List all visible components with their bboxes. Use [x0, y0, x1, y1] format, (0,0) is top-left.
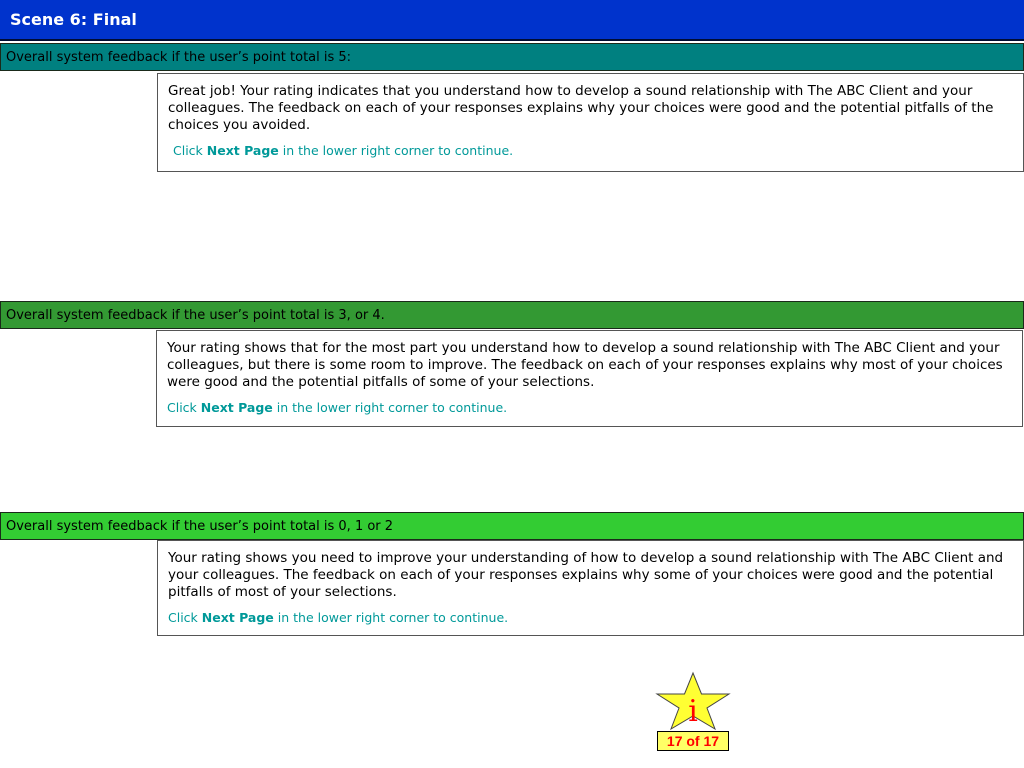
feedback-box-score-0-2 [157, 540, 1024, 636]
continue-instruction [167, 399, 1012, 416]
star-info-icon[interactable] [655, 671, 731, 731]
cta-prefix: Click [167, 400, 201, 415]
section-header-score-0-2 [0, 512, 1024, 540]
feedback-text: Your rating shows you need to improve your understanding of how to develop a sound relationship with The ABC Client and your colleagues. The feedback on each of your responses explains why some of your choices were good and the potential pitfalls of most of your selections. [168, 550, 1004, 600]
continue-instruction [168, 609, 1013, 626]
page-counter-label: 17 of 17 [666, 733, 720, 749]
feedback-box-score-5 [157, 73, 1024, 172]
section-header-label: Overall system feedback if the user’s point total is 3, or 4. [6, 307, 385, 323]
info-glyph: i [688, 694, 698, 729]
page-title: Scene 6: Final [10, 10, 137, 29]
cta-suffix: in the lower right corner to continue. [278, 143, 514, 158]
feedback-text: Great job! Your rating indicates that you understand how to develop a sound relationship with The ABC Client and your colleagues. The feedback on each of your responses explains why your choices were good and the potential pitfalls of the choices you avoided. [168, 83, 994, 133]
cta-suffix: in the lower right corner to continue. [272, 400, 508, 415]
cta-suffix: in the lower right corner to continue. [273, 610, 509, 625]
section-header-score-3-4 [0, 301, 1024, 329]
next-page-link[interactable]: Next Page [206, 143, 279, 158]
next-page-link[interactable]: Next Page [201, 610, 274, 625]
section-header-label: Overall system feedback if the user’s point total is 5: [6, 49, 352, 65]
continue-instruction [168, 142, 1013, 159]
feedback-box-score-3-4 [156, 330, 1023, 427]
info-star-button[interactable] [655, 671, 731, 731]
section-header-score-5 [0, 43, 1024, 71]
cta-prefix: Click [168, 610, 202, 625]
next-page-link[interactable]: Next Page [200, 400, 273, 415]
page-counter [657, 731, 729, 751]
section-header-label: Overall system feedback if the user’s point total is 0, 1 or 2 [6, 518, 394, 534]
cta-prefix: Click [173, 143, 207, 158]
title-bar [0, 0, 1024, 41]
feedback-text: Your rating shows that for the most part you understand how to develop a sound relationship with The ABC Client and your colleagues, but there is some room to improve. The feedback on each of your responses explains why most of your choices were good and the potential pitfalls of some of your selections. [167, 340, 1003, 390]
